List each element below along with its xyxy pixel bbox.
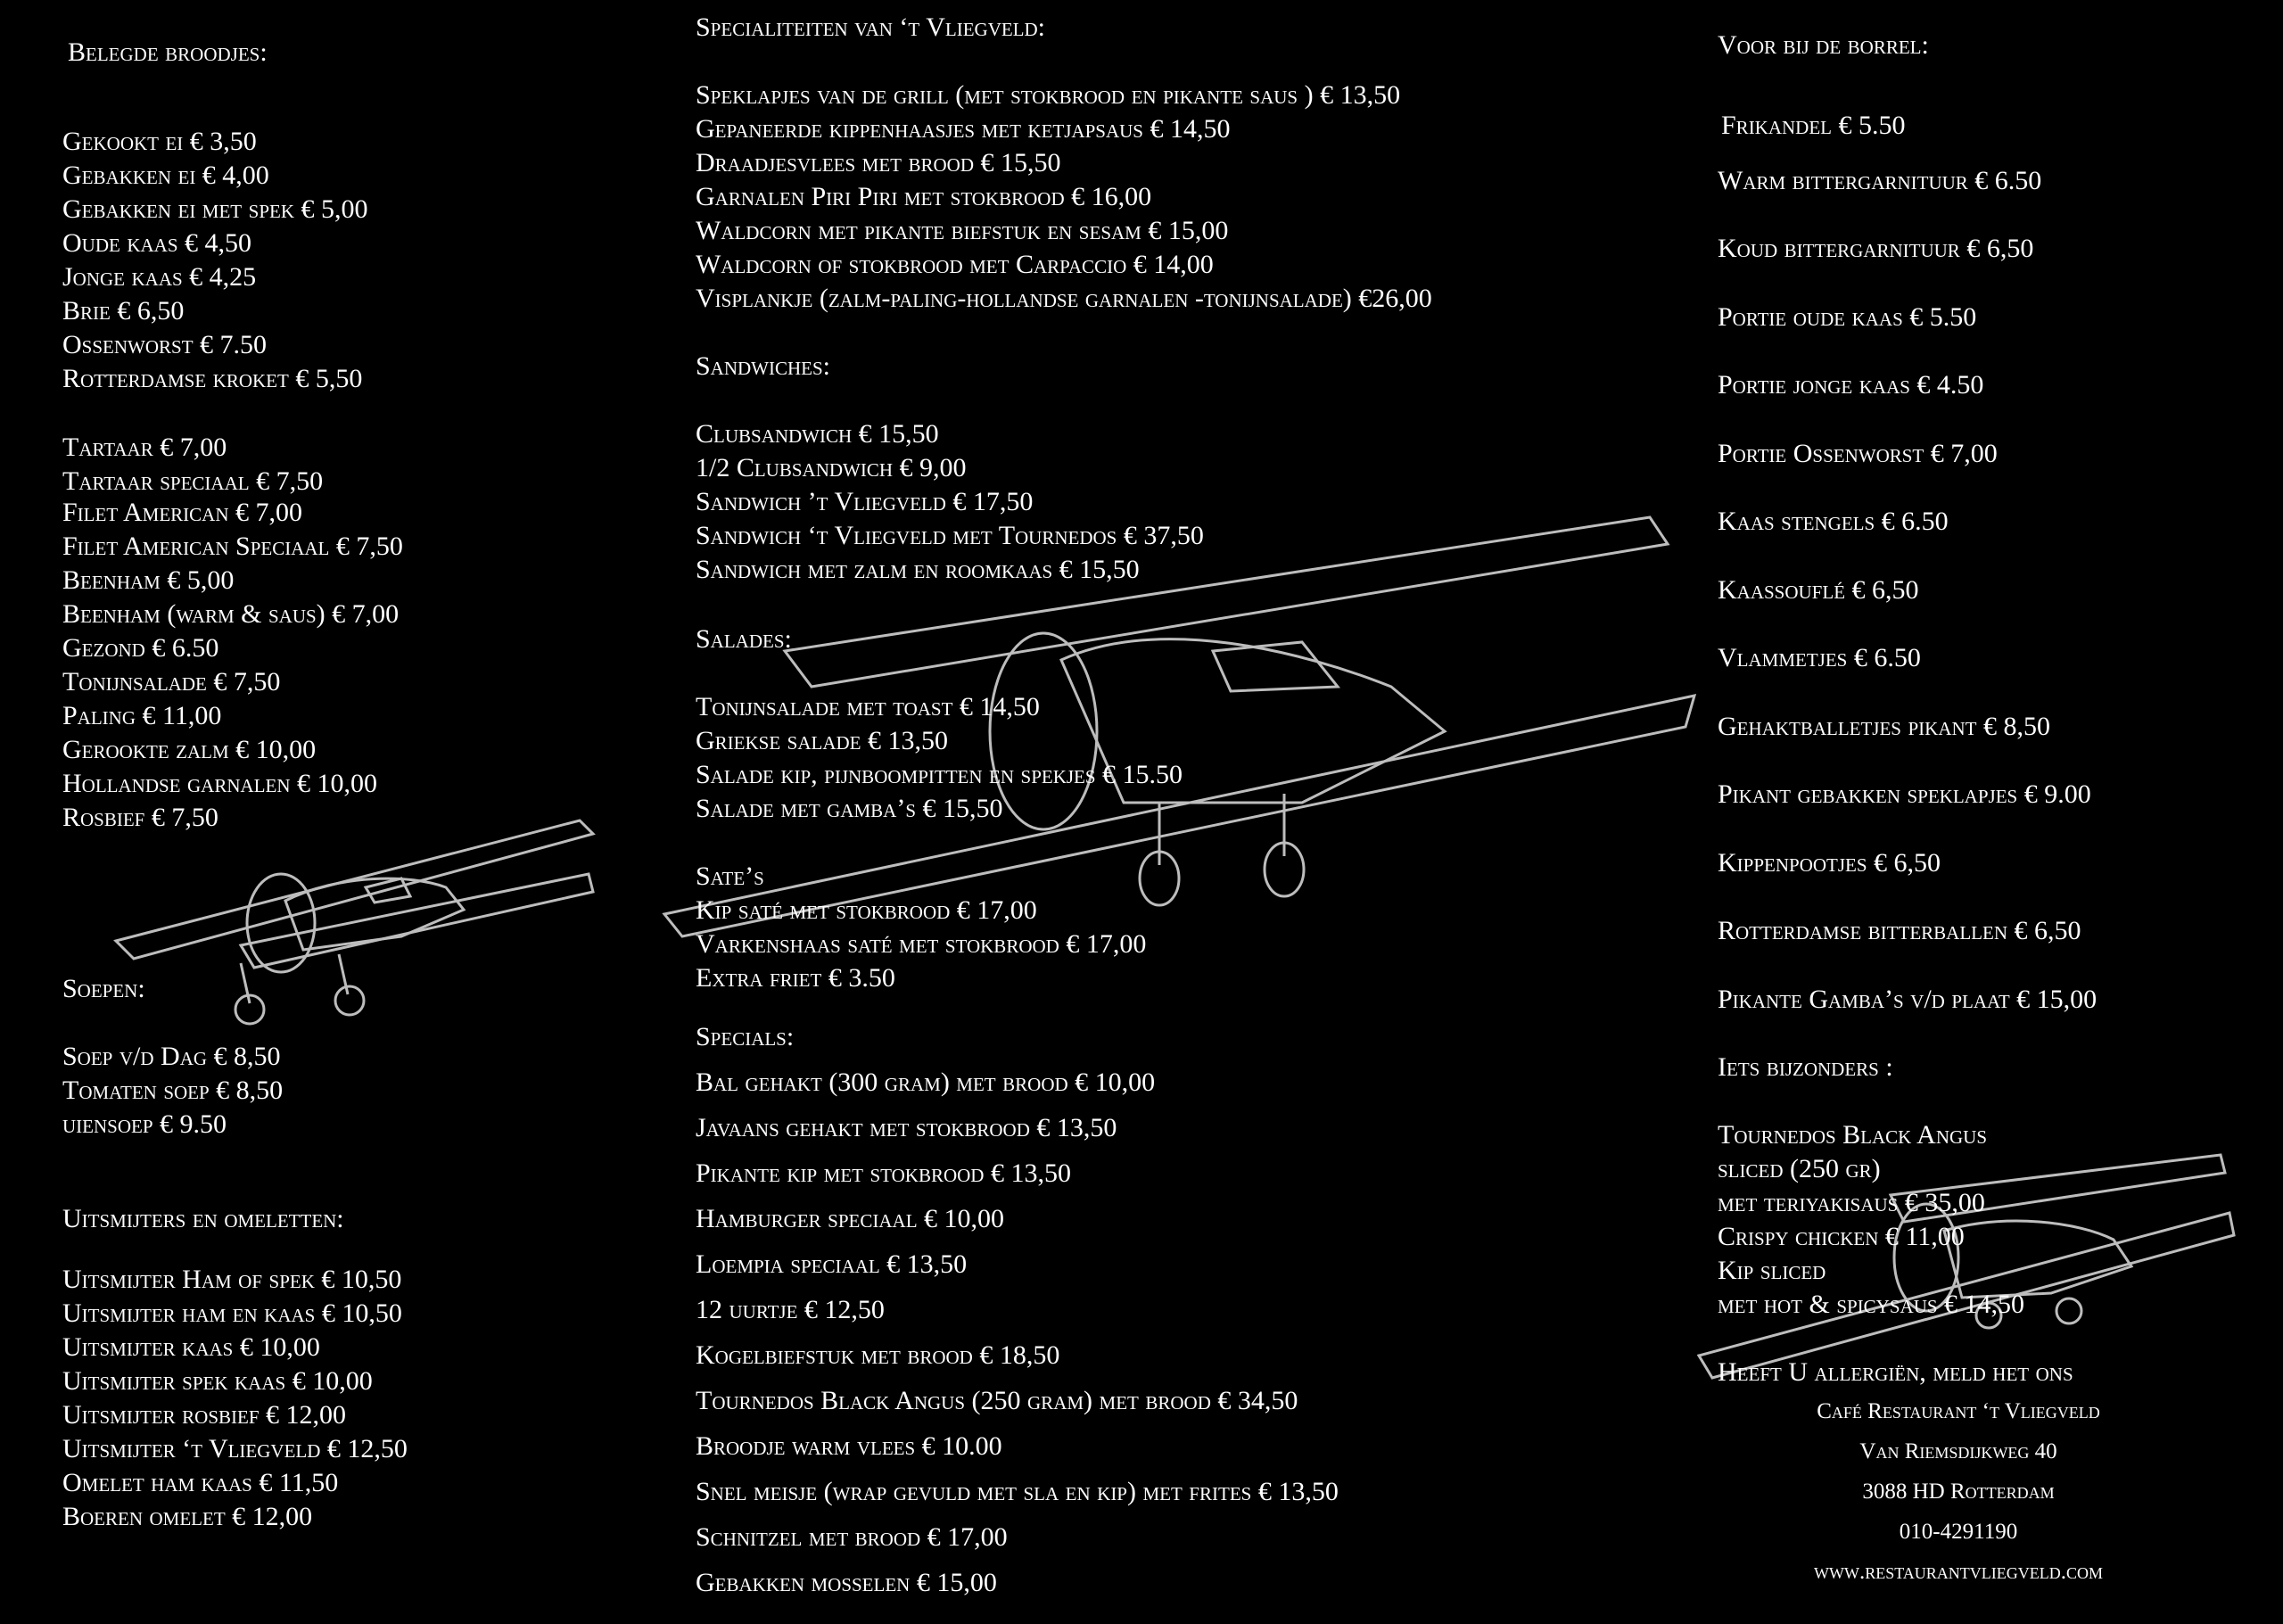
menu-item: Kaassouflé € 6,50 [1718,575,1919,605]
menu-item: Uitsmijter Ham of spek € 10,50 [62,1265,402,1294]
menu-item: Uitsmijter ham en kaas € 10,50 [62,1298,402,1328]
menu-item: met hot & spicysaus € 14,50 [1718,1290,2025,1319]
menu-item: Loempia speciaal € 13,50 [696,1249,968,1279]
menu-item: Tonijnsalade € 7,50 [62,667,281,697]
menu-item: Griekse salade € 13,50 [696,726,948,755]
menu-item: Uitsmijter ‘t Vliegveld € 12,50 [62,1434,408,1463]
menu-item: Gebakken mosselen € 15,00 [696,1568,997,1597]
menu-item: Sandwich ’t Vliegveld € 17,50 [696,487,1034,516]
restaurant-website[interactable]: www.restaurantvliegveld.com [1813,1560,2103,1584]
menu-item: Kogelbiefstuk met brood € 18,50 [696,1340,1060,1370]
menu-item: Vlammetjes € 6.50 [1718,643,1921,672]
menu-item: Filet American € 7,00 [62,498,303,527]
menu-item: Uitsmijter rosbief € 12,00 [62,1400,347,1430]
menu-item: 1/2 Clubsandwich € 9,00 [696,453,967,482]
menu-item: Pikante Gamba’s v/d plaat € 15,00 [1718,985,2098,1014]
menu-item: Gerookte zalm € 10,00 [62,735,317,764]
menu-item: Boeren omelet € 12,00 [62,1502,313,1531]
menu-item: Varkenshaas saté met stokbrood € 17,00 [696,929,1147,959]
menu-item: Beenham € 5,00 [62,565,235,595]
section-heading-sates: Sate’s [696,861,764,891]
menu-item: Hamburger speciaal € 10,00 [696,1204,1005,1233]
restaurant-city: 3088 HD Rotterdam [1862,1480,2055,1504]
menu-item: Beenham (warm & saus) € 7,00 [62,599,400,629]
menu-item: Ossenworst € 7.50 [62,330,268,359]
section-heading-salades: Salades: [696,624,792,654]
menu-item: Visplankje (zalm-paling-hollandse garnalen -tonijnsalade) €26,00 [696,284,1432,313]
menu-item: Rotterdamse bitterballen € 6,50 [1718,916,2081,945]
menu-item: Portie oude kaas € 5.50 [1718,302,1977,332]
menu-item: Uitsmijter kaas € 10,00 [62,1332,320,1362]
section-heading-iets-bijzonders: Iets bijzonders : [1718,1052,1893,1082]
section-heading-uitsmijters: Uitsmijters en omeletten: [62,1204,344,1233]
menu-item: Broodje warm vlees € 10.00 [696,1431,1002,1461]
menu-item: Gebakken ei € 4,00 [62,161,269,190]
restaurant-phone: 010-4291190 [1899,1520,2018,1544]
menu-item: Tartaar speciaal € 7,50 [62,466,324,496]
allergy-notice: Heeft U allergiën, meld het ons [1718,1357,2073,1387]
menu-item: Schnitzel met brood € 17,00 [696,1522,1008,1552]
menu-item: Pikant gebakken speklapjes € 9.00 [1718,779,2091,809]
menu-item: Omelet ham kaas € 11,50 [62,1468,339,1497]
menu-item: met teriyakisaus € 35,00 [1718,1188,1985,1217]
menu-item: Frikandel € 5.50 [1721,111,1906,140]
menu-item: Bal gehakt (300 gram) met brood € 10,00 [696,1068,1156,1097]
restaurant-name: Café Restaurant ‘t Vliegveld [1817,1399,2100,1423]
menu-item: Hollandse garnalen € 10,00 [62,769,377,798]
menu-item: Brie € 6,50 [62,296,185,326]
menu-item: Gepaneerde kippenhaasjes met ketjapsaus € 14,50 [696,114,1231,144]
menu-item: Salade kip, pijnboompitten en spekjes € 15.50 [696,760,1183,789]
menu-item: Paling € 11,00 [62,701,222,730]
section-heading-specials: Specials: [696,1022,795,1051]
menu-item: 12 uurtje € 12,50 [696,1295,885,1324]
menu-item: Kaas stengels € 6.50 [1718,507,1949,536]
menu-item: Rosbief € 7,50 [62,803,218,832]
menu-item: Tartaar € 7,00 [62,433,227,462]
menu-item: Jonge kaas € 4,25 [62,262,257,292]
section-heading-soepen: Soepen: [62,974,145,1003]
section-heading-borrel: Voor bij de borrel: [1718,30,1929,60]
menu-item: Koud bittergarnituur € 6,50 [1718,234,2034,263]
section-heading-belegde-broodjes: Belegde broodjes: [68,37,268,67]
menu-item: Sandwich met zalm en roomkaas € 15,50 [696,555,1140,584]
menu-item: Portie Ossenworst € 7,00 [1718,439,1998,468]
menu-item: Draadjesvlees met brood € 15,50 [696,148,1061,177]
section-heading-sandwiches: Sandwiches: [696,351,831,381]
menu-item: Garnalen Piri Piri met stokbrood € 16,00 [696,182,1152,211]
menu-item: Tournedos Black Angus (250 gram) met brood € 34,50 [696,1386,1298,1415]
menu-item: Kippenpootjes € 6,50 [1718,848,1941,878]
menu-item: Waldcorn met pikante biefstuk en sesam € 15,00 [696,216,1229,245]
restaurant-address: Van Riemsdijkweg 40 [1859,1439,2057,1463]
menu-item: Uitsmijter spek kaas € 10,00 [62,1366,373,1396]
menu-item: Soep v/d Dag € 8,50 [62,1042,281,1071]
menu-item: Portie jonge kaas € 4.50 [1718,370,1984,400]
menu-item: Extra friet € 3.50 [696,963,895,993]
menu-item: Gezond € 6.50 [62,633,219,663]
menu-item: sliced (250 gr) [1718,1154,1881,1183]
menu-item: Gebakken ei met spek € 5,00 [62,194,368,224]
menu-item: Snel meisje (wrap gevuld met sla en kip) met frites € 13,50 [696,1477,1339,1506]
menu-item: Javaans gehakt met stokbrood € 13,50 [696,1113,1117,1142]
menu-item: Oude kaas € 4,50 [62,228,251,258]
menu-item: Tomaten soep € 8,50 [62,1076,284,1105]
biplane-illustration [107,803,606,1035]
menu-item: Kip saté met stokbrood € 17,00 [696,895,1037,925]
menu-item: Clubsandwich € 15,50 [696,419,939,449]
menu-item: Sandwich ‘t Vliegveld met Tournedos € 37,50 [696,521,1204,550]
menu-item: Waldcorn of stokbrood met Carpaccio € 14,00 [696,250,1214,279]
menu-item: Crispy chicken € 11,00 [1718,1222,1965,1251]
menu-item: Filet American Speciaal € 7,50 [62,532,403,561]
menu-item: Gekookt ei € 3,50 [62,127,257,156]
menu-item: Gehaktballetjes pikant € 8,50 [1718,712,2050,741]
menu-item: uiensoep € 9.50 [62,1109,227,1139]
menu-item: Rotterdamse kroket € 5,50 [62,364,363,393]
menu-item: Salade met gamba’s € 15,50 [696,794,1003,823]
section-heading-specialiteiten: Specialiteiten van ‘t Vliegveld: [696,12,1046,42]
menu-item: Warm bittergarnituur € 6.50 [1718,166,2042,195]
menu-item: Kip sliced [1718,1256,1826,1285]
menu-item: Pikante kip met stokbrood € 13,50 [696,1158,1071,1188]
menu-item: Tonijnsalade met toast € 14,50 [696,692,1040,721]
menu-item: Speklapjes van de grill (met stokbrood en pikante saus ) € 13,50 [696,80,1401,110]
menu-item: Tournedos Black Angus [1718,1120,1988,1150]
